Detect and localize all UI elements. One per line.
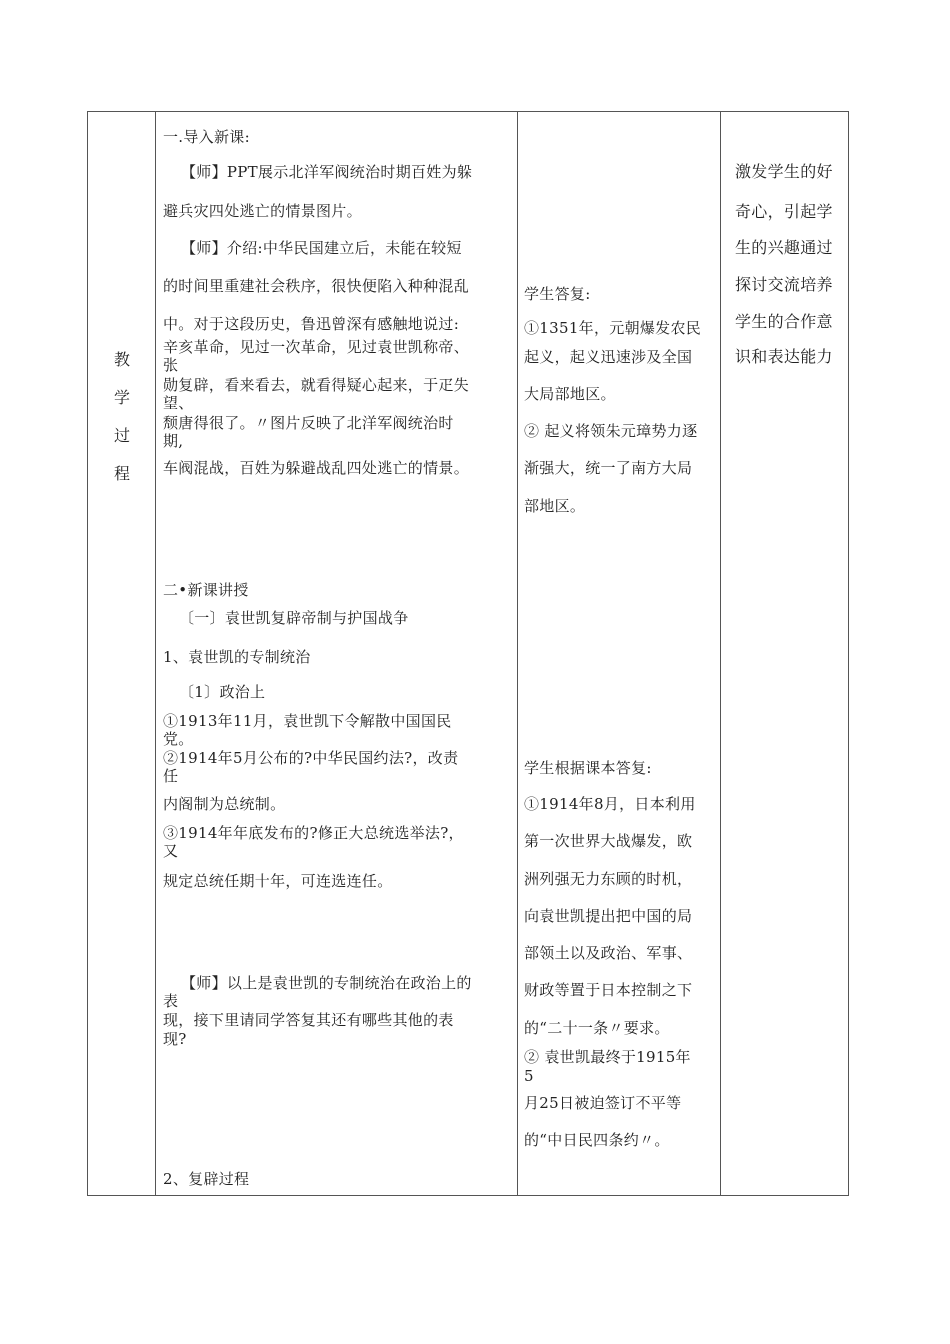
student-line: ①1351年，元朝爆发农民 (524, 319, 702, 337)
section-label (88, 341, 156, 493)
student-line: 月25日被迫签订不平等 (524, 1094, 682, 1112)
process-line: 勋复辟，看来看去，就看得疑心起来，于疋失 (163, 376, 470, 394)
student-line: 第一次世界大战爆发，欧 (524, 832, 693, 850)
process-line: 规定总统任期十年，可连选连任。 (163, 872, 393, 890)
section-label-char: 教 (113, 350, 130, 369)
student-line: 部地区。 (524, 497, 586, 515)
process-line: 中。对于这段历史，鲁迅曾深有感触地说过: (163, 315, 460, 333)
column-divider (517, 112, 518, 1195)
process-line: 又 (163, 842, 179, 860)
student-line: 5 (524, 1067, 534, 1085)
process-line: 一.导入新课: (163, 128, 250, 146)
process-line: 【师】介绍:中华民国建立后，未能在较短 (181, 239, 462, 257)
process-line: 任 (163, 767, 179, 785)
intent-line: 奇心，引起学 (735, 202, 833, 221)
student-line: 学生根据课本答复: (524, 759, 652, 777)
process-line: ③1914年年底发布的?修正大总统选举法?， (163, 824, 464, 842)
intent-line: 激发学生的好 (735, 162, 833, 181)
process-line: 的时间里重建社会秩序，很快便陷入种种混乱 (163, 277, 470, 295)
student-line: 渐强大，统一了南方大局 (524, 459, 693, 477)
process-line: 车阀混战，百姓为躲避战乱四处逃亡的情景。 (163, 459, 470, 477)
process-line: 〔一〕袁世凯复辟帝制与护国战争 (179, 609, 409, 627)
process-line: 颓唐得很了。〃图片反映了北洋军阀统治时 (163, 414, 454, 432)
student-line: 财政等置于日本控制之下 (524, 981, 693, 999)
process-line: ②1914年5月公布的?中华民国约法?，改责 (163, 749, 459, 767)
process-line: 避兵灾四处逃亡的情景图片。 (163, 202, 362, 220)
process-line: 党。 (163, 730, 194, 748)
process-line: ①1913年11月，袁世凯下令解散中国国民 (163, 712, 452, 730)
student-line: ② 起义将领朱元璋势力逐 (524, 422, 698, 440)
process-line: 【师】PPT展示北洋军阀统治时期百姓为躲 (181, 163, 473, 181)
student-line: 部领土以及政治、军事、 (524, 944, 693, 962)
process-line: 〔1〕政治上 (179, 683, 266, 701)
process-line: 2、复辟过程 (163, 1170, 250, 1188)
column-divider (720, 112, 721, 1195)
section-label-char: 学 (113, 388, 130, 407)
intent-line: 识和表达能力 (735, 347, 833, 366)
student-line: 的“中日民四条约〃。 (524, 1131, 670, 1149)
intent-line: 生的兴趣通过 (735, 238, 833, 257)
process-line: 【师】以上是袁世凯的专制统治在政治上的 (181, 974, 472, 992)
section-label-char: 程 (113, 464, 130, 483)
process-line: 二•新课讲授 (163, 581, 249, 599)
student-line: 学生答复: (524, 285, 591, 303)
student-line: 洲列强无力东顾的时机， (524, 870, 693, 888)
process-line: 内阁制为总统制。 (163, 795, 286, 813)
student-line: 起义，起义迅速涉及全国 (524, 348, 693, 366)
column-divider (155, 112, 156, 1195)
intent-line: 学生的合作意 (735, 312, 833, 331)
process-line: 望、 (163, 394, 194, 412)
student-line: 向袁世凯提出把中国的局 (524, 907, 693, 925)
section-label-char: 过 (113, 426, 130, 445)
intent-line: 探讨交流培养 (735, 275, 833, 294)
student-line: ①1914年8月，日本利用 (524, 795, 696, 813)
process-line: 现，接下里请同学答复其还有哪些其他的表 (163, 1011, 454, 1029)
student-line: 大局部地区。 (524, 385, 616, 403)
process-line: 期, (163, 432, 184, 450)
student-line: 的“二十一条〃要求。 (524, 1019, 670, 1037)
process-line: 1、袁世凯的专制统治 (163, 648, 311, 666)
process-line: 表 (163, 992, 179, 1010)
process-line: 现? (163, 1030, 187, 1048)
process-line: 辛亥革命，见过一次革命，见过袁世凯称帝、 (163, 338, 470, 356)
student-line: ② 袁世凯最终于1915年 (524, 1048, 691, 1066)
lesson-table (87, 111, 849, 1196)
process-line: 张 (163, 356, 179, 374)
